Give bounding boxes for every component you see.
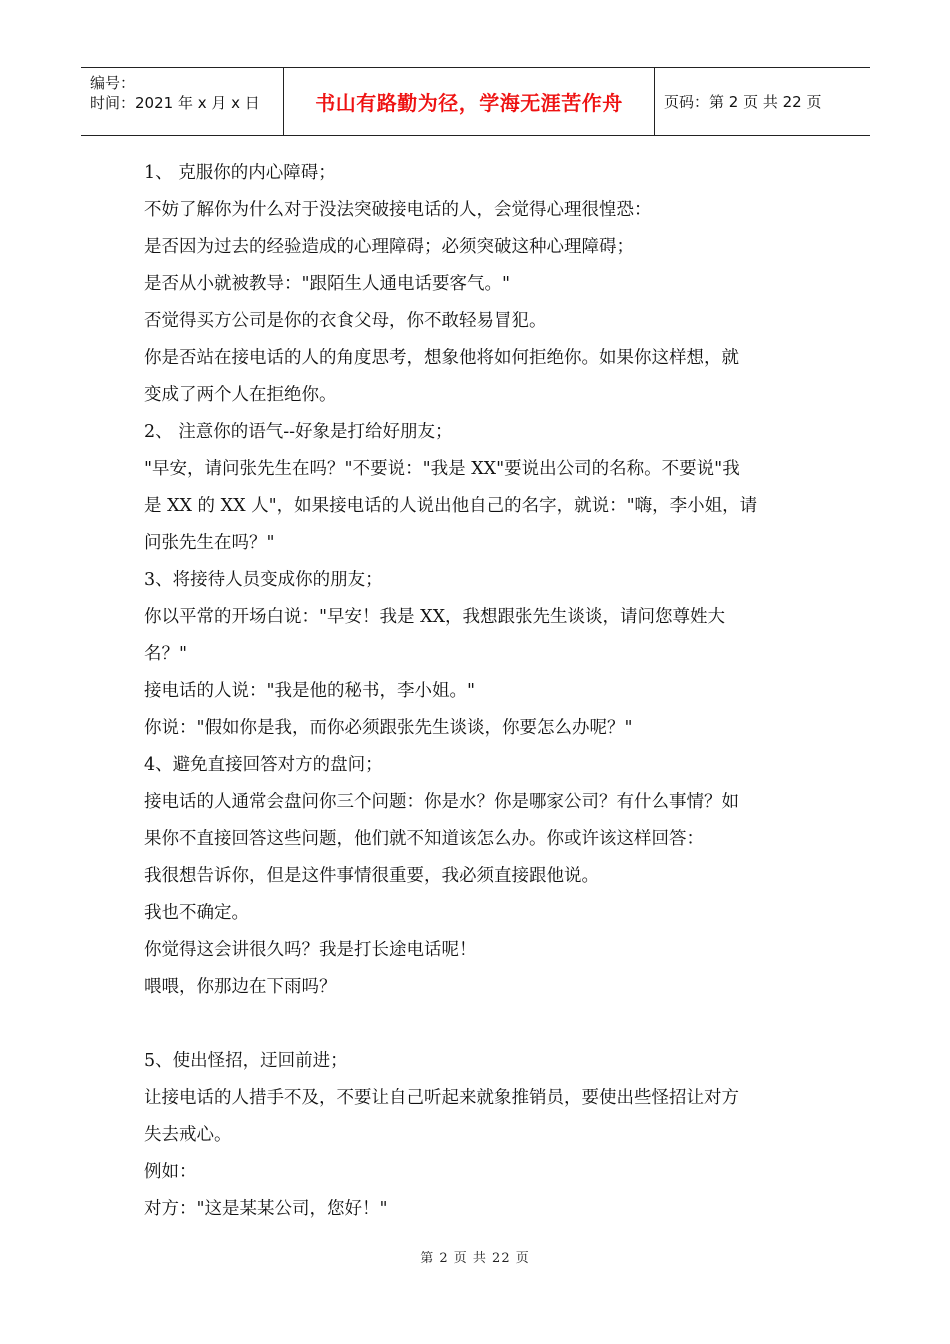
text-line: 1、 克服你的内心障碍； xyxy=(144,163,336,183)
text-line: 例如： xyxy=(144,1162,197,1182)
text-line: 4、避免直接回答对方的盘问； xyxy=(144,755,383,775)
text-line: 是否从小就被教导："跟陌生人通电话要客气。" xyxy=(144,274,511,294)
page-footer: 第 2 页 共 22 页 xyxy=(420,1251,530,1266)
header-meta-cell xyxy=(81,68,284,135)
text-line: 你是否站在接电话的人的角度思考，想象他将如何拒绝你。如果你这样想，就 xyxy=(144,348,739,368)
text-line: 接电话的人说："我是他的秘书，李小姐。" xyxy=(144,681,476,701)
text-line: 我很想告诉你，但是这件事情很重要，我必须直接跟他说。 xyxy=(144,866,599,886)
text-line: 接电话的人通常会盘问你三个问题：你是水？你是哪家公司？有什么事情？如 xyxy=(144,792,739,812)
text-line: 你觉得这会讲很久吗？我是打长途电话呢！ xyxy=(144,940,477,960)
text-line: 对方："这是某某公司，您好！" xyxy=(144,1199,388,1219)
text-line: 不妨了解你为什么对于没法突破接电话的人，会觉得心理很惶恐： xyxy=(144,200,652,220)
text-line: 是 XX 的 XX 人"，如果接电话的人说出他自己的名字，就说："嗨，李小姐，请 xyxy=(144,496,758,516)
document-body xyxy=(144,155,814,1228)
time-label: 时间：2021 年 x 月 x 日 xyxy=(90,94,260,112)
text-line: 我也不确定。 xyxy=(144,903,249,923)
text-line: 问张先生在吗？" xyxy=(144,533,275,553)
text-line: 喂喂，你那边在下雨吗？ xyxy=(144,977,337,997)
number-label: 编号： xyxy=(90,74,136,92)
text-line: 名？" xyxy=(144,644,188,664)
text-line: 3、将接待人员变成你的朋友； xyxy=(144,570,383,590)
header-table xyxy=(81,67,870,136)
header-motto: 书山有路勤为径，学海无涯苦作舟 xyxy=(284,68,655,135)
header-page-info: 页码：第 2 页 共 22 页 xyxy=(664,93,822,111)
text-line xyxy=(144,1006,814,1043)
text-line: 你以平常的开场白说："早安！我是 XX，我想跟张先生谈谈，请问您尊姓大 xyxy=(144,607,726,627)
text-line: "早安，请问张先生在吗？"不要说："我是 XX"要说出公司的名称。不要说"我 xyxy=(144,459,740,479)
text-line: 5、使出怪招，迂回前进； xyxy=(144,1051,348,1071)
text-line: 否觉得买方公司是你的衣食父母，你不敢轻易冒犯。 xyxy=(144,311,547,331)
text-line: 是否因为过去的经验造成的心理障碍；必须突破这种心理障碍； xyxy=(144,237,634,257)
text-line: 果你不直接回答这些问题，他们就不知道该怎么办。你或许该这样回答： xyxy=(144,829,704,849)
text-line: 2、 注意你的语气--好象是打给好朋友； xyxy=(144,422,453,442)
text-line: 变成了两个人在拒绝你。 xyxy=(144,385,337,405)
text-line: 让接电话的人措手不及，不要让自己听起来就象推销员，要使出些怪招让对方 xyxy=(144,1088,739,1108)
text-line: 你说："假如你是我，而你必须跟张先生谈谈，你要怎么办呢？" xyxy=(144,718,633,738)
text-line: 失去戒心。 xyxy=(144,1125,232,1145)
